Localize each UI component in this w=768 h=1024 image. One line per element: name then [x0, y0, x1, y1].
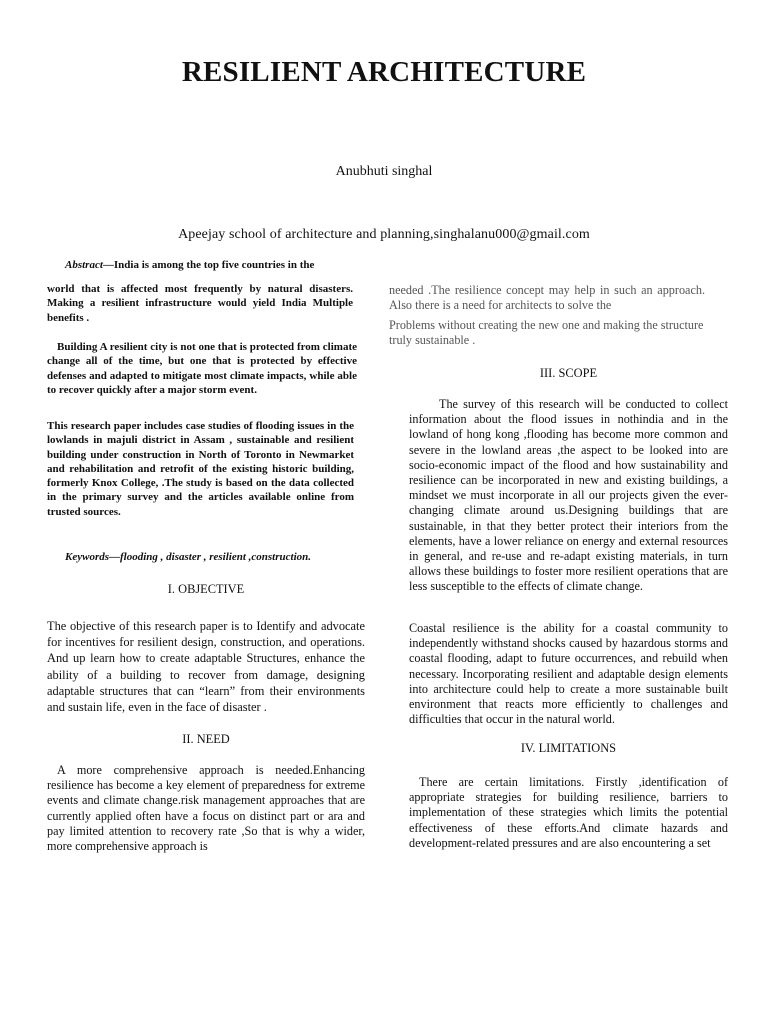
abstract-dash: — — [102, 259, 114, 271]
section-heading-need: II. NEED — [182, 732, 230, 746]
scope-text: The survey of this research will be conducted to collect information about the flood issues in nothindia and in the lowland of hong kong ,flooding has become more common and severe in the lowland areas ,the aspect to be looked into are socio-economic impact of the flood and how sustainability and resilience can be incorporated in new and existing buildings, a mindset we must incorporate in all our projects given the ever-changing climate around us.Designing buildings that are sustainable, in that they better protect their interiors from the elements, have a lower reliance on energy and external resources in general, and re-use and re-adapt existing materials, in turn allows these buildings to foster more resilient operations that are less susceptible to the effects of climate change. — [409, 397, 728, 594]
keywords: Keywords—flooding , disaster , resilient ,construction. — [65, 551, 311, 563]
objective-text: The objective of this research paper is to Identify and advocate for incentives for resilient design, construction, and operations. And up learn how to create adaptable Structures, enhance the ability of a building to recover from damage, designing adaptable structures that can “learn” from their environments and sustain life, even in the face of disaster . — [47, 619, 365, 715]
limitations-text: There are certain limitations. Firstly ,identification of appropriate strategies for building resilience, barriers to implementation of these strategies which limits the potential effectiveness of these efforts.And climate hazards and development-related pressures and are also encountering a set — [409, 775, 728, 850]
abstract-first-text: India is among the top five countries in the — [113, 259, 315, 271]
need-text: A more comprehensive approach is needed.Enhancing resilience has become a key element of preparedness for extreme events and climate change.risk management approaches that are currently applied often have a focus on distinct part or ara and pay limited attention to recovery rate ,So that is why a wider, more comprehensive approach is — [47, 763, 365, 854]
author-affiliation: Apeejay school of architecture and planning,singhalanu000@gmail.com — [178, 227, 590, 242]
section-heading-objective: I. OBJECTIVE — [167, 582, 245, 596]
section-heading-limitations: IV. LIMITATIONS — [520, 741, 617, 755]
abstract-paragraph-2: Building A resilient city is not one that is protected from climate change all of the time, but one that is protected by effective defenses and adapted to mitigate most climate impacts, while able to recover quickly after a major storm event. — [47, 341, 357, 396]
scope-text-2: Coastal resilience is the ability for a coastal community to independently withstand shocks caused by hazardous storms and coastal flooding, adapt to future occurrences, and rebuild when necessary. Incorporating resilient and adaptable design elements into architecture could help to create a more sustainable built environment that reacts more efficiently to challenges and difficulties that occur in the natural world. — [409, 621, 728, 727]
abstract-label: Abstract — [65, 259, 103, 271]
section-heading-scope: III. SCOPE — [539, 366, 598, 380]
need-text-continued: needed .The resilience concept may help in such an approach. Also there is a need for architects to solve the — [389, 283, 705, 313]
need-text-continued-2: Problems without creating the new one and making the structure truly sustainable . — [389, 318, 704, 348]
author-name: Anubhuti singhal — [335, 164, 433, 179]
abstract-paragraph-1: world that is affected most frequently by natural disasters. Making a resilient infrastructure would yield India Multiple benefits . — [47, 283, 353, 324]
paper-title: RESILIENT ARCHITECTURE — [181, 56, 587, 88]
abstract-first-line — [65, 258, 365, 272]
abstract-paragraph-3: This research paper includes case studies of flooding issues in the lowlands in majuli district in Assam , sustainable and resilient building under construction in North of Toronto in Newmarket and rehabilitation and retrofit of the existing historic building, formerly Knox College, .The study is based on the data collected in the primary survey and the articles available online from trusted sources. — [47, 420, 354, 518]
